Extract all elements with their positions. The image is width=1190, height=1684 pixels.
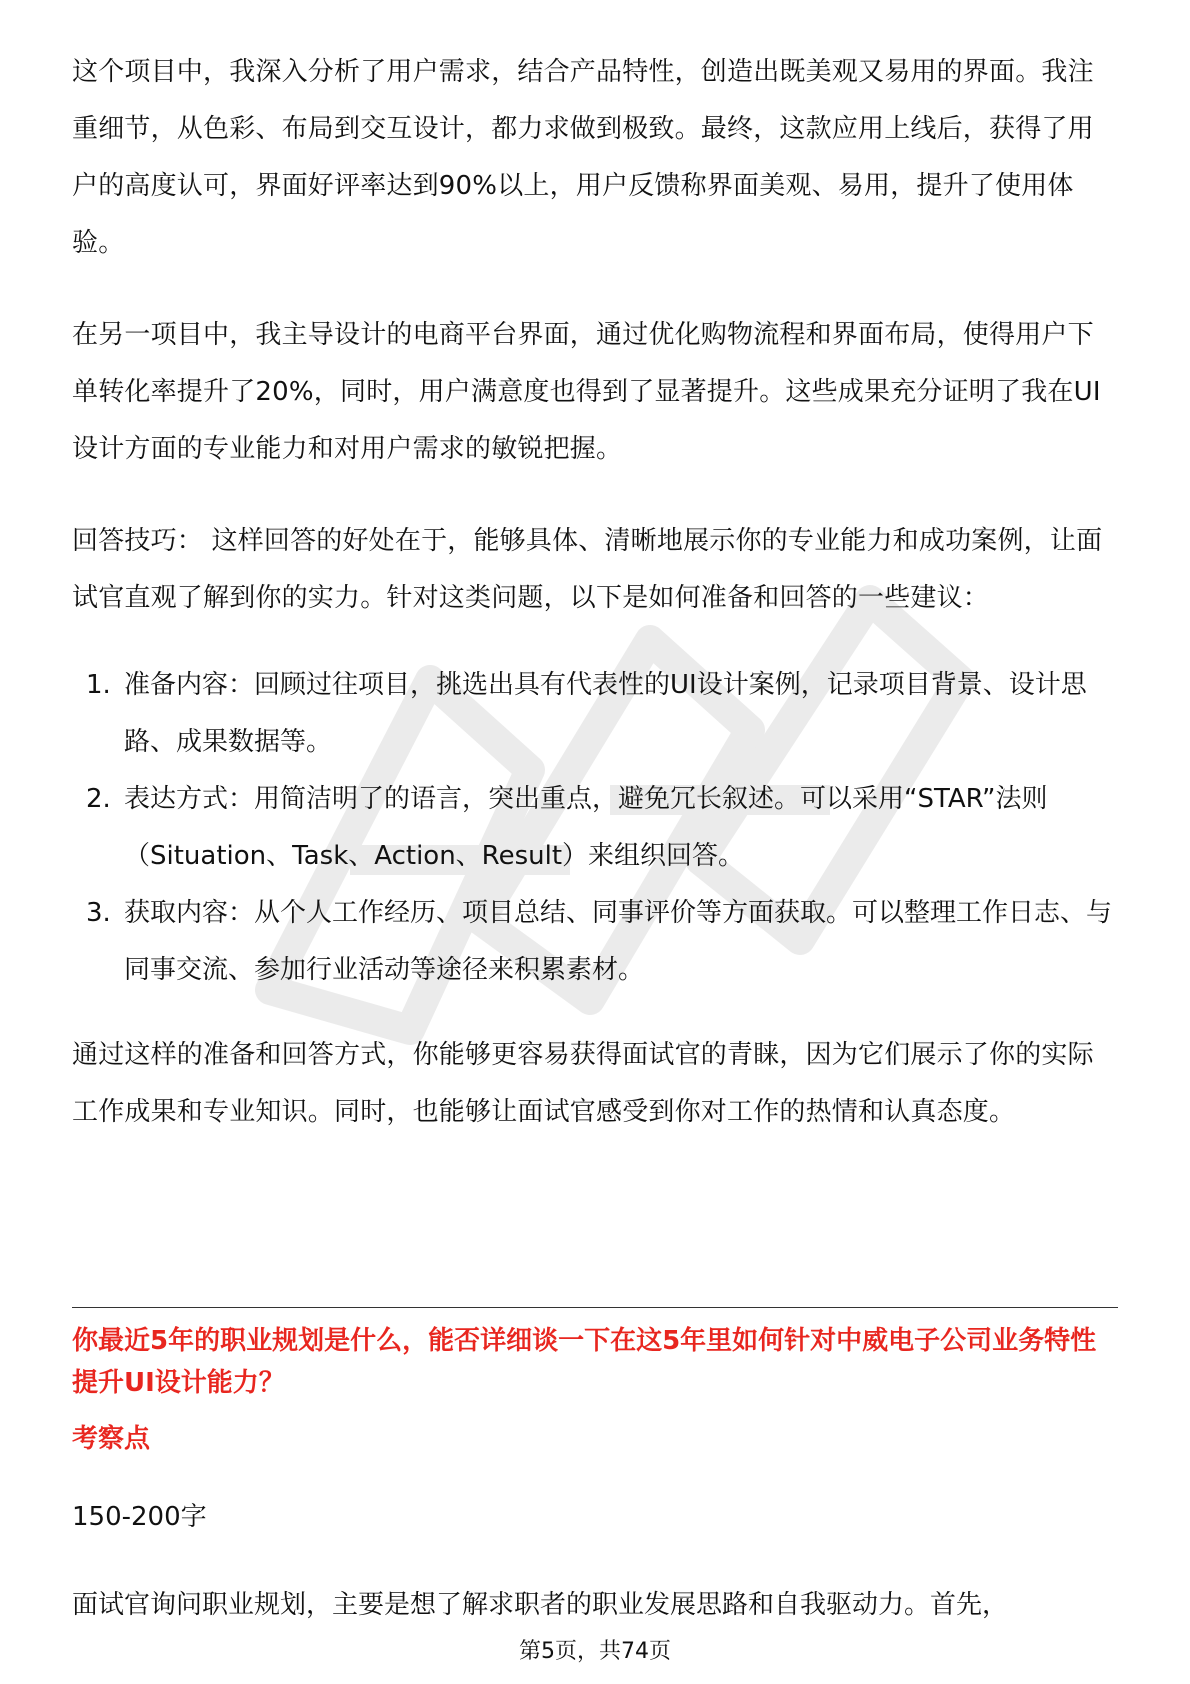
list-item-text: 获取内容：从个人工作经历、项目总结、同事评价等方面获取。可以整理工作日志、与同事交流、参加行业活动等途径来积累素材。 [124,898,1113,985]
paragraph-summary: 通过这样的准备和回答方式，你能够更容易获得面试官的青睐，因为它们展示了你的实际工作成果和专业知识。同时，也能够让面试官感受到你对工作的热情和认真态度。 [72,1040,1094,1127]
list-number: 1. [86,670,111,700]
assessment-label: 考察点 [72,1424,151,1454]
word-count: 150-200字 [72,1502,207,1532]
paragraph-career-intro: 面试官询问职业规划，主要是想了解求职者的职业发展思路和自我驱动力。首先， [72,1590,1009,1620]
list-number: 3. [86,898,111,928]
list-number: 2. [86,784,111,814]
paragraph-project-result: 这个项目中，我深入分析了用户需求，结合产品特性，创造出既美观又易用的界面。我注重细节，从色彩、布局到交互设计，都力求做到极致。最终，这款应用上线后，获得了用户的高度认可，界面好评率达到90%以上，用户反馈称界面美观、易用，提升了使用体验。 [72,57,1094,258]
list-item [72,885,1118,999]
tips-list [72,657,1118,999]
page-number: 第5页，共74页 [519,1639,671,1664]
list-item [72,771,1118,885]
paragraph-answer-tips: 回答技巧： 这样回答的好处在于，能够具体、清晰地展示你的专业能力和成功案例，让面试官直观了解到你的实力。针对这类问题，以下是如何准备和回答的一些建议： [72,526,1103,613]
question-heading: 你最近5年的职业规划是什么，能否详细谈一下在这5年里如何针对中威电子公司业务特性提升UI设计能力？ [72,1326,1097,1398]
list-item [72,657,1118,771]
list-item-text: 准备内容：回顾过往项目，挑选出具有代表性的UI设计案例，记录项目背景、设计思路、成果数据等。 [124,670,1087,757]
section-divider [72,1307,1118,1308]
paragraph-ecommerce-project: 在另一项目中，我主导设计的电商平台界面，通过优化购物流程和界面布局，使得用户下单转化率提升了20%，同时，用户满意度也得到了显著提升。这些成果充分证明了我在UI设计方面的专业能力和对用户需求的敏锐把握。 [72,320,1101,464]
list-item-text: 表达方式：用简洁明了的语言，突出重点，避免冗长叙述。可以采用“STAR”法则（Situation、Task、Action、Result）来组织回答。 [124,784,1048,871]
main-content [72,44,1118,1141]
